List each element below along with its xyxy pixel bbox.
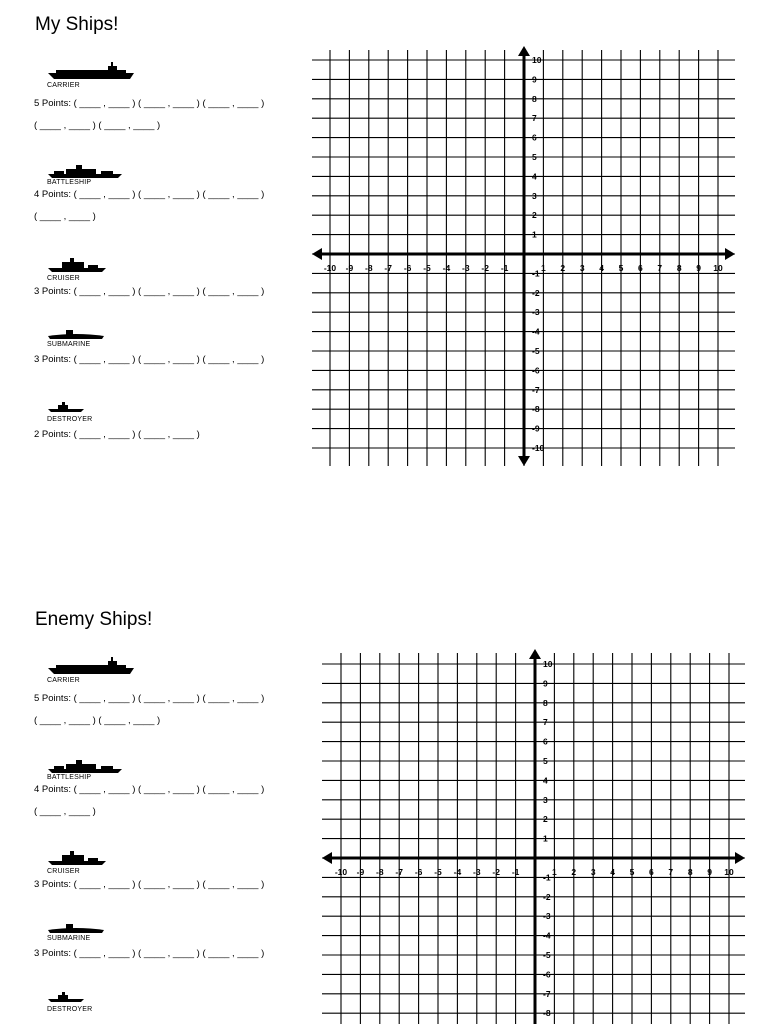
x-tick-label: 8 — [676, 263, 682, 273]
y-tick-label: -6 — [532, 365, 540, 376]
x-tick-label: -7 — [395, 867, 403, 877]
coordinate-line: 2 Points: ( ____ , ____ ) ( ____ , ____ ) — [34, 429, 200, 440]
y-tick-label: -1 — [543, 872, 551, 883]
x-tick-label: -1 — [500, 263, 509, 273]
y-tick-label: 5 — [543, 756, 548, 766]
section-title: My Ships! — [35, 14, 119, 35]
x-tick-label: -9 — [356, 867, 365, 877]
y-tick-label: -5 — [532, 346, 540, 356]
y-tick-label: 3 — [543, 794, 548, 805]
x-tick-label: 4 — [599, 263, 604, 273]
x-tick-label: 7 — [668, 867, 674, 877]
y-tick-label: -10 — [532, 443, 545, 453]
coordinate-line: 3 Points: ( ____ , ____ ) ( ____ , ____ ) ( ____ , ____ ) — [34, 354, 265, 365]
y-tick-label: 1 — [532, 229, 537, 240]
coordinate-line: 3 Points: ( ____ , ____ ) ( ____ , ____ ) ( ____ , ____ ) — [34, 948, 265, 959]
y-tick-label: 10 — [532, 55, 542, 65]
x-tick-label: -5 — [423, 263, 431, 273]
y-tick-label: -7 — [543, 988, 551, 999]
x-tick-label: -6 — [414, 867, 423, 877]
y-tick-label: 6 — [543, 736, 548, 747]
x-tick-label: -6 — [403, 263, 412, 273]
ship-name: SUBMARINE — [47, 935, 91, 942]
y-tick-label: -4 — [543, 930, 551, 941]
y-tick-label: 7 — [532, 113, 537, 124]
y-axis-up-arrow-icon — [529, 649, 541, 659]
y-tick-label: 2 — [532, 210, 537, 221]
x-tick-label: -4 — [453, 867, 462, 877]
y-tick-label: -3 — [532, 307, 540, 318]
y-tick-label: 2 — [543, 814, 548, 825]
x-tick-label: 5 — [618, 263, 624, 273]
y-tick-label: -7 — [532, 384, 540, 395]
y-tick-label: 9 — [532, 74, 537, 85]
coordinate-line: ( ____ , ____ ) ( ____ , ____ ) — [34, 715, 161, 726]
y-tick-label: -9 — [532, 423, 540, 434]
x-tick-label: -7 — [384, 263, 392, 273]
x-axis-right-arrow-icon — [735, 852, 745, 864]
x-tick-label: -2 — [481, 263, 489, 273]
section-title: Enemy Ships! — [35, 609, 153, 630]
y-tick-label: 6 — [532, 132, 537, 143]
x-axis-left-arrow-icon — [322, 852, 332, 864]
y-tick-label: 4 — [543, 775, 548, 786]
y-tick-label: 10 — [543, 659, 553, 669]
coordinate-line: 3 Points: ( ____ , ____ ) ( ____ , ____ ) ( ____ , ____ ) — [34, 879, 265, 890]
y-tick-label: -2 — [532, 287, 540, 298]
ship-name: DESTROYER — [47, 1006, 93, 1013]
x-tick-label: 2 — [571, 867, 577, 877]
y-tick-label: -4 — [532, 326, 540, 337]
ship-name: CARRIER — [47, 82, 80, 89]
y-tick-label: -5 — [543, 950, 551, 960]
ship-name: BATTLESHIP — [47, 179, 92, 186]
x-tick-label: 3 — [590, 867, 596, 877]
x-tick-label: 3 — [579, 263, 585, 273]
x-tick-label: 9 — [696, 263, 701, 273]
coordinate-line: 3 Points: ( ____ , ____ ) ( ____ , ____ ) ( ____ , ____ ) — [34, 286, 265, 297]
y-tick-label: -8 — [543, 1008, 551, 1019]
x-tick-label: -3 — [462, 263, 470, 273]
coordinate-line: 5 Points: ( ____ , ____ ) ( ____ , ____ ) ( ____ , ____ ) — [34, 693, 265, 704]
y-tick-label: 8 — [532, 93, 537, 104]
ship-name: CRUISER — [47, 868, 80, 875]
x-tick-label: -4 — [442, 263, 451, 273]
x-tick-label: -5 — [434, 867, 442, 877]
x-tick-label: 9 — [707, 867, 712, 877]
x-tick-label: -3 — [473, 867, 481, 877]
x-tick-label: 10 — [724, 867, 734, 877]
x-tick-label: -8 — [376, 867, 384, 877]
y-tick-label: 5 — [532, 152, 537, 162]
y-tick-label: -1 — [532, 268, 540, 279]
y-tick-label: 7 — [543, 717, 548, 728]
coordinate-line: ( ____ , ____ ) — [34, 806, 96, 817]
x-tick-label: 6 — [649, 867, 654, 877]
x-tick-label: 1 — [552, 867, 557, 877]
coordinate-line: 4 Points: ( ____ , ____ ) ( ____ , ____ ) ( ____ , ____ ) — [34, 784, 265, 795]
coordinate-line: ( ____ , ____ ) ( ____ , ____ ) — [34, 120, 161, 131]
x-tick-label: -1 — [511, 867, 520, 877]
ship-name: BATTLESHIP — [47, 774, 92, 781]
x-tick-label: 8 — [687, 867, 693, 877]
x-tick-label: -10 — [334, 867, 348, 877]
x-tick-label: -10 — [323, 263, 337, 273]
ship-name: CARRIER — [47, 677, 80, 684]
y-tick-label: 9 — [543, 678, 548, 689]
y-tick-label: 4 — [532, 171, 537, 182]
coordinate-line: 5 Points: ( ____ , ____ ) ( ____ , ____ ) ( ____ , ____ ) — [34, 98, 265, 109]
x-tick-label: -2 — [492, 867, 500, 877]
x-tick-label: 4 — [610, 867, 615, 877]
x-tick-label: 2 — [560, 263, 566, 273]
ship-name: SUBMARINE — [47, 341, 91, 348]
x-tick-label: 7 — [657, 263, 663, 273]
ship-name: DESTROYER — [47, 416, 93, 423]
x-tick-label: -8 — [365, 263, 373, 273]
y-tick-label: -3 — [543, 911, 551, 922]
coordinate-line: ( ____ , ____ ) — [34, 211, 96, 222]
x-tick-label: 10 — [713, 263, 723, 273]
y-tick-label: -2 — [543, 891, 551, 902]
x-tick-label: 5 — [629, 867, 635, 877]
y-tick-label: 1 — [543, 833, 548, 844]
y-tick-label: -6 — [543, 969, 551, 980]
coordinate-line: 4 Points: ( ____ , ____ ) ( ____ , ____ ) ( ____ , ____ ) — [34, 189, 265, 200]
y-tick-label: -8 — [532, 404, 540, 415]
y-tick-label: 8 — [543, 697, 548, 708]
ship-name: CRUISER — [47, 275, 80, 282]
x-tick-label: 6 — [638, 263, 643, 273]
x-tick-label: 1 — [541, 263, 546, 273]
y-tick-label: 3 — [532, 190, 537, 201]
x-tick-label: -9 — [345, 263, 354, 273]
